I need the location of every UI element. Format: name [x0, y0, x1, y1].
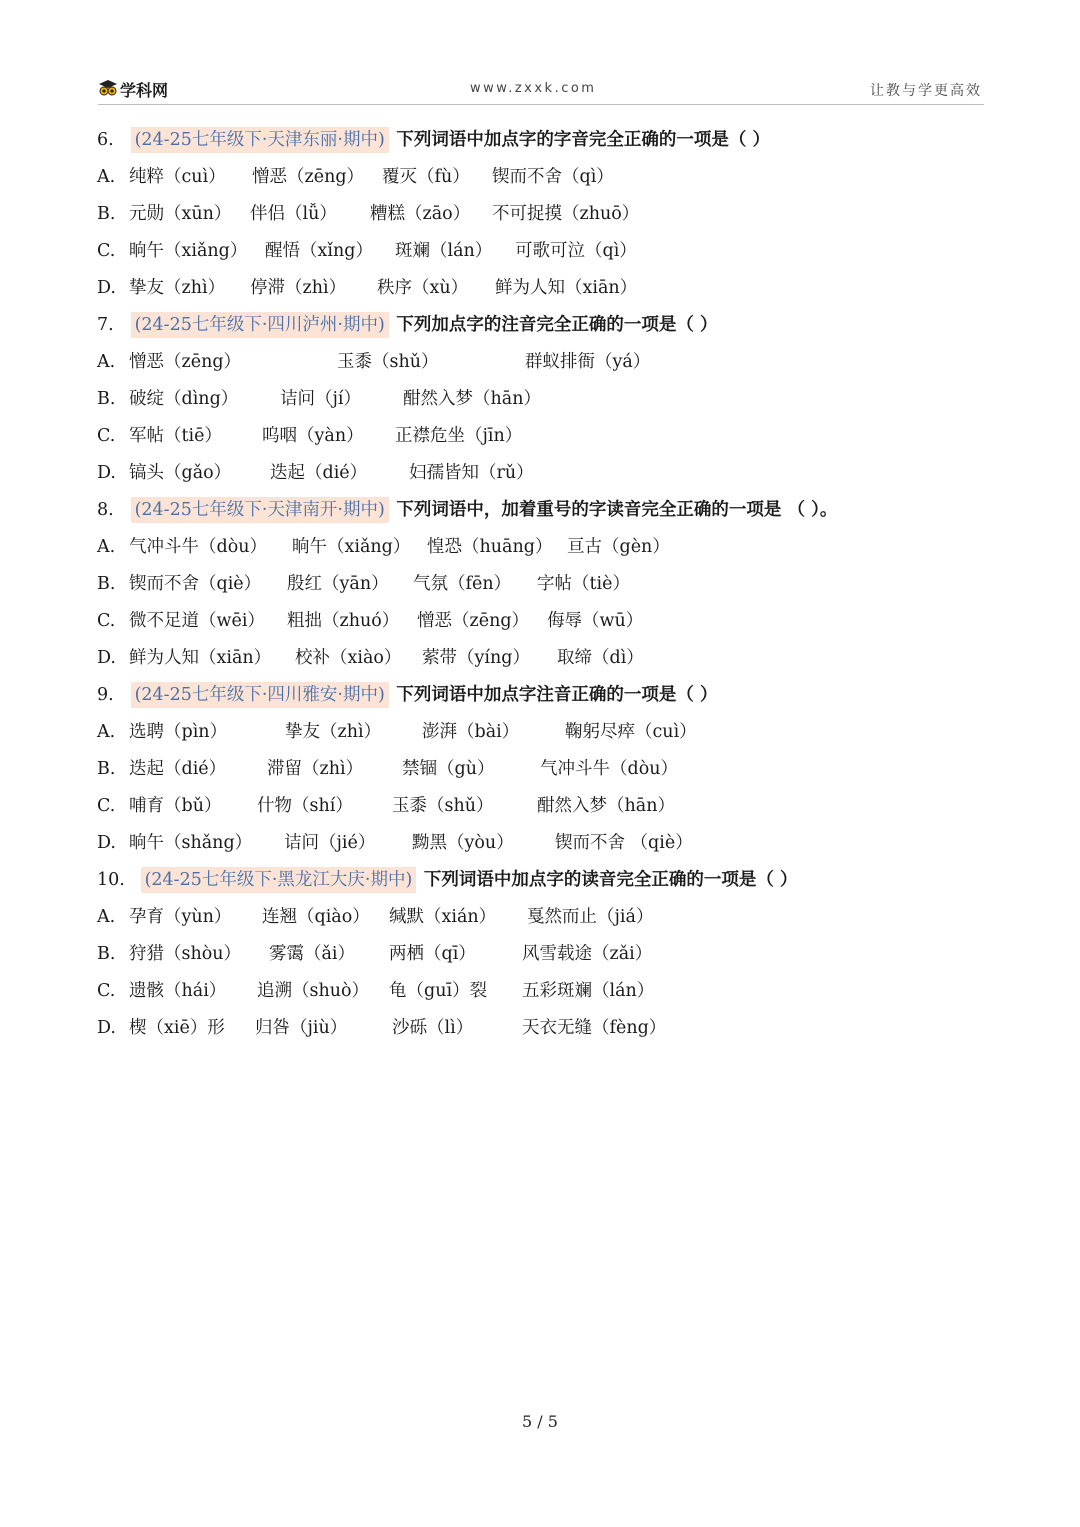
option-item: 玉黍（shǔ） [337, 352, 439, 372]
option-row [97, 233, 977, 270]
option-row [97, 418, 977, 455]
option-item: 选聘（pìn） [129, 722, 228, 742]
option-label: A. [97, 907, 116, 927]
option-item: 停滞（zhì） [250, 278, 347, 298]
slogan: 让教与学更高效 [870, 83, 982, 99]
option-item: 鲜为人知（xiān） [129, 648, 272, 668]
option-item: 沙砾（lì） [392, 1018, 474, 1038]
option-item: 迭起（dié） [270, 463, 368, 483]
question-number: 8. [97, 500, 114, 520]
question-header [97, 122, 977, 159]
option-item: 惶恐（huāng） [427, 537, 553, 557]
option-row [97, 751, 977, 788]
option-item: 遗骸（hái） [129, 981, 227, 1001]
option-item: 侮辱（wū） [547, 611, 644, 631]
option-label: B. [97, 389, 116, 409]
option-item: 狩猎（shòu） [129, 944, 242, 964]
option-item: 风雪载途（zǎi） [522, 944, 653, 964]
option-label: A. [97, 722, 116, 742]
option-item: 天衣无缝（fèng） [522, 1018, 667, 1038]
option-item: 锲而不舍 （qiè） [555, 833, 693, 853]
option-item: 伴侣（lǚ） [250, 204, 337, 224]
option-label: C. [97, 796, 116, 816]
option-item: 气冲斗牛（dòu） [129, 537, 268, 557]
option-label: B. [97, 574, 116, 594]
option-label: D. [97, 1018, 116, 1038]
logo-text: 学科网 [120, 80, 169, 100]
option-item: 什物（shí） [257, 796, 353, 816]
site-url: www.zxxk.com [470, 81, 597, 96]
option-row [97, 344, 977, 381]
option-item: 亘古（gèn） [567, 537, 670, 557]
option-row [97, 159, 977, 196]
option-item: 戛然而止（jiá） [527, 907, 654, 927]
option-row [97, 196, 977, 233]
option-row [97, 566, 977, 603]
option-item: 憎恶（zēng） [252, 167, 365, 187]
option-item: 元勋（xūn） [129, 204, 232, 224]
option-item: 呜咽（yàn） [262, 426, 364, 446]
option-item: 挚友（zhì） [285, 722, 382, 742]
question-stem: 下列词语中加点字注音正确的一项是（ ） [396, 685, 718, 705]
option-item: 破绽（dìng） [129, 389, 239, 409]
option-label: C. [97, 611, 116, 631]
question-header [97, 492, 977, 529]
option-item: 龟（guī）裂 [389, 981, 488, 1001]
option-item: 正襟危坐（jīn） [395, 426, 523, 446]
option-item: 字帖（tiè） [537, 574, 630, 594]
option-row [97, 640, 977, 677]
option-item: 鞠躬尽瘁（cuì） [565, 722, 697, 742]
option-item: 覆灭（fù） [382, 167, 470, 187]
question-number: 9. [97, 685, 114, 705]
option-label: C. [97, 426, 116, 446]
option-item: 殷红（yān） [287, 574, 389, 594]
option-item: 秩序（xù） [377, 278, 469, 298]
option-item: 楔（xiē）形 [129, 1018, 225, 1038]
option-item: 鲜为人知（xiān） [495, 278, 638, 298]
question-source: (24-25七年级下·天津东丽·期中) [131, 127, 389, 153]
option-row [97, 788, 977, 825]
option-item: 粗拙（zhuó） [287, 611, 400, 631]
option-item: 微不足道（wēi） [129, 611, 265, 631]
option-item: 妇孺皆知（rǔ） [409, 463, 534, 483]
option-item: 哺育（bǔ） [129, 796, 222, 816]
page-header [98, 76, 984, 105]
option-item: 雾霭（ǎi） [269, 944, 356, 964]
option-item: 校补（xiào） [295, 648, 402, 668]
option-item: 缄默（xián） [389, 907, 497, 927]
owl-logo-icon [98, 79, 118, 99]
option-item: 玉黍（shǔ） [392, 796, 494, 816]
option-item: 晌午（xiǎng） [129, 241, 248, 261]
option-item: 斑斓（lán） [395, 241, 493, 261]
option-row [97, 899, 977, 936]
option-item: 挚友（zhì） [129, 278, 226, 298]
option-item: 锲而不舍（qiè） [129, 574, 262, 594]
option-item: 不可捉摸（zhuō） [492, 204, 640, 224]
option-item: 两栖（qī） [389, 944, 476, 964]
option-item: 群蚁排衙（yá） [525, 352, 651, 372]
option-item: 取缔（dì） [557, 648, 644, 668]
question-stem: 下列词语中加点字的读音完全正确的一项是（ ） [423, 870, 798, 890]
option-item: 糟糕（zāo） [370, 204, 471, 224]
option-label: B. [97, 944, 116, 964]
option-row [97, 936, 977, 973]
option-item: 连翘（qiào） [262, 907, 370, 927]
question-header [97, 677, 977, 714]
option-item: 酣然入梦（hān） [403, 389, 541, 409]
question-stem: 下列词语中，加着重号的字读音完全正确的一项是 （ ）。 [396, 500, 838, 520]
question-source: (24-25七年级下·四川泸州·期中) [131, 312, 389, 338]
option-item: 五彩斑斓（lán） [522, 981, 655, 1001]
option-item: 憎恶（zēng） [129, 352, 242, 372]
option-item: 晌午（shǎng） [129, 833, 253, 853]
option-item: 萦带（yíng） [422, 648, 530, 668]
question-list [97, 122, 977, 1047]
option-label: D. [97, 278, 116, 298]
question-source: (24-25七年级下·黑龙江大庆·期中) [141, 867, 417, 893]
option-item: 锲而不舍（qì） [492, 167, 614, 187]
option-label: A. [97, 167, 116, 187]
question-number: 10. [97, 870, 125, 890]
option-row [97, 714, 977, 751]
option-item: 醒悟（xǐng） [265, 241, 373, 261]
question-header [97, 307, 977, 344]
option-item: 澎湃（bài） [422, 722, 520, 742]
page-number: 5 / 5 [522, 1412, 558, 1431]
option-row [97, 455, 977, 492]
question-stem: 下列词语中加点字的字音完全正确的一项是（ ） [396, 130, 770, 150]
option-item: 孕育（yùn） [129, 907, 232, 927]
option-item: 诘问（jié） [284, 833, 376, 853]
option-label: D. [97, 833, 116, 853]
question-source: (24-25七年级下·四川雅安·期中) [131, 682, 389, 708]
option-label: B. [97, 759, 116, 779]
option-label: C. [97, 241, 116, 261]
option-item: 酣然入梦（hān） [537, 796, 675, 816]
option-item: 迭起（dié） [129, 759, 227, 779]
option-item: 追溯（shuò） [257, 981, 370, 1001]
option-item: 晌午（xiǎng） [292, 537, 411, 557]
option-row [97, 529, 977, 566]
option-row [97, 270, 977, 307]
option-row [97, 381, 977, 418]
option-item: 黝黑（yòu） [412, 833, 514, 853]
option-item: 滞留（zhì） [267, 759, 364, 779]
question-header [97, 862, 977, 899]
option-item: 禁锢（gù） [402, 759, 495, 779]
option-item: 归咎（jiù） [255, 1018, 348, 1038]
option-item: 纯粹（cuì） [129, 167, 226, 187]
option-label: A. [97, 352, 116, 372]
option-item: 气氛（fēn） [413, 574, 512, 594]
option-row [97, 825, 977, 862]
question-number: 7. [97, 315, 114, 335]
option-row [97, 1010, 977, 1047]
question-source: (24-25七年级下·天津南开·期中) [131, 497, 389, 523]
option-item: 气冲斗牛（dòu） [540, 759, 679, 779]
option-row [97, 603, 977, 640]
option-item: 憎恶（zēng） [417, 611, 530, 631]
option-label: D. [97, 463, 116, 483]
option-label: B. [97, 204, 116, 224]
option-label: D. [97, 648, 116, 668]
question-number: 6. [97, 130, 114, 150]
option-item: 诘问（jí） [280, 389, 362, 409]
logo [98, 78, 168, 100]
option-label: C. [97, 981, 116, 1001]
question-stem: 下列加点字的注音完全正确的一项是（ ） [396, 315, 718, 335]
option-item: 可歌可泣（qì） [515, 241, 637, 261]
option-row [97, 973, 977, 1010]
option-item: 镐头（gǎo） [129, 463, 232, 483]
option-label: A. [97, 537, 116, 557]
option-item: 军帖（tiē） [129, 426, 222, 446]
